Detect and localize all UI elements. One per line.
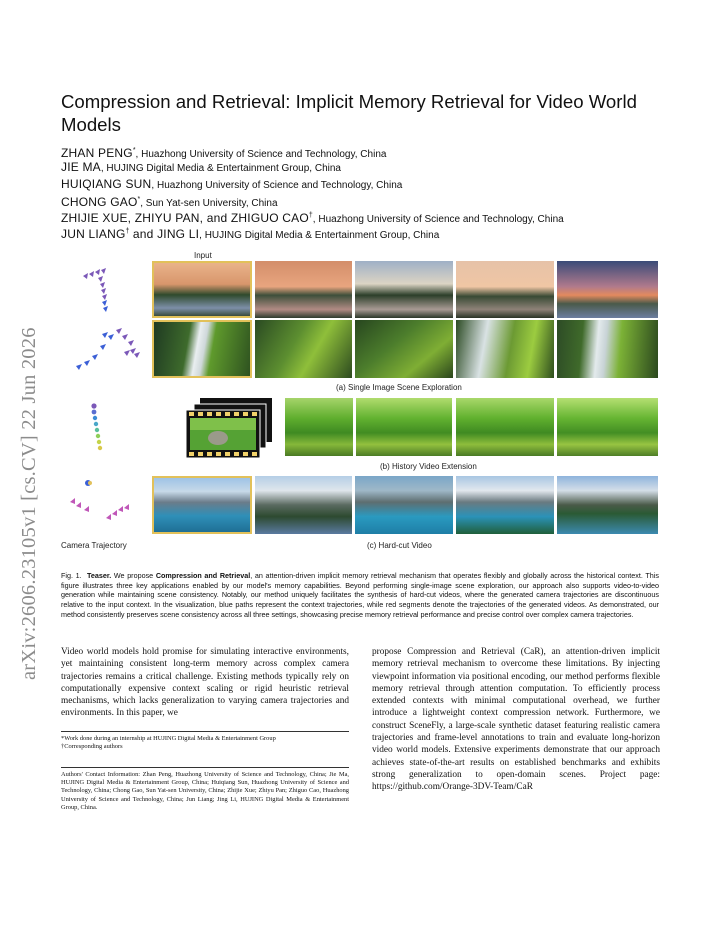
image-waterfall-4 — [456, 320, 554, 378]
image-meadow-2 — [356, 398, 452, 456]
image-meadow-1 — [285, 398, 353, 456]
author-line-3: HUIQIANG SUN, Huazhong University of Science and Technology, China — [61, 177, 403, 191]
arxiv-sidebar — [18, 260, 58, 680]
image-mountain-lake-2 — [255, 476, 352, 534]
history-video-film-stack — [180, 396, 276, 462]
image-lake-sunset-input — [152, 261, 252, 318]
camera-trajectory-label: Camera Trajectory — [61, 541, 127, 550]
subfigure-a-label: (a) Single Image Scene Exploration — [336, 383, 462, 392]
trajectory-row-1 — [78, 262, 138, 317]
image-mountain-lake-3 — [355, 476, 453, 534]
image-waterfall-3 — [355, 320, 453, 378]
image-meadow-4 — [557, 398, 658, 456]
author-line-2: JIE MA, HUJING Digital Media & Entertainment Group, China — [61, 160, 341, 174]
author-line-6: JUN LIANG† and JING LI, HUJING Digital Media & Entertainment Group, China — [61, 227, 440, 241]
subfigure-c-label: (c) Hard-cut Video — [367, 541, 432, 550]
paper-title: Compression and Retrieval: Implicit Memory Retrieval for Video World Models — [61, 91, 637, 135]
image-lake-sunset-3 — [355, 261, 453, 318]
author-line-5: ZHIJIE XUE, ZHIYU PAN, and ZHIGUO CAO†, Huazhong University of Science and Technology, China — [61, 211, 564, 225]
figure-caption: Fig. 1. Teaser. We propose Compression and Retrieval, an attention-driven implicit memory retrieval mechanism that operates flexibly and globally across the historical context. This figure illustrates three key applications enabled by our model's memory capabilities. Beyond performing single-image scene exploration, our approach also supports video-to-video generation while maintaining scene consistency. Notably, our method uniquely facilitates the synthesis of hard-cut videos, where the generated camera trajectories are discontinuous relative to the input context. In the visualization, blue paths represent the context trajectories, while red segments denote the trajectories of the generated videos. As demonstrated, our method consistently preserves scene consistency across all three settings, showcasing precise memory retrieval performance and precise control over complex camera trajectories. — [61, 571, 659, 619]
figure-input-label: Input — [194, 251, 212, 260]
image-mountain-lake-4 — [456, 476, 554, 534]
abstract-right-column: propose Compression and Retrieval (CaR), an attention-driven implicit memory retrieval mechanism to overcome these limitations. By injecting viewpoint information via positional encoding, our method performs flexible memory retrieval through attention computation. To efficiently process extended contexts with minimal computational overhead, we further introduce a lightweight context compression network. Furthermore, we construct SceneFly, a large-scale synthetic dataset featuring realistic camera trajectories and frame-level annotations to train and evaluate long-horizon video world models. Extensive experiments demonstrate that our approach achieves state-of-the-art results on established benchmarks and exhibits strong generalization to open-domain scenes. Project page: https://github.com/Orange-3DV-Team/CaR — [372, 647, 660, 793]
trajectory-row-4 — [66, 476, 138, 531]
image-mountain-lake-input — [152, 476, 252, 534]
footnotes — [61, 731, 349, 751]
image-waterfall-2 — [255, 320, 352, 378]
trajectory-row-3 — [86, 400, 110, 455]
image-lake-sunset-5 — [557, 261, 658, 318]
author-line-4: CHONG GAO*, Sun Yat-sen University, China — [61, 195, 278, 209]
abstract-left-column: Video world models hold promise for simulating interactive environments, yet maintaining consistent long-term memory across complex camera trajectories remains a critical challenge. Existing methods typically rely on computationally expensive context scaling or rigid heuristic retrieval mechanisms, which lacks generalization to varying camera trajectories and environments. In this paper, we — [61, 647, 349, 719]
trajectory-row-2 — [72, 322, 147, 377]
footnote-internship: *Work done during an internship at HUJING Digital Media & Entertainment Group — [61, 735, 276, 742]
image-meadow-3 — [456, 398, 554, 456]
image-mountain-lake-5 — [557, 476, 658, 534]
image-lake-sunset-4 — [456, 261, 554, 318]
author-contact-info: Authors' Contact Information: Zhan Peng, Huazhong University of Science and Technology, China; Jie Ma, HUJING Digital Media & Entertainment Group, China; Huiqiang Sun, Huazhong University of Science and Technology, China; Chong Gao, Sun Yat-sen University, China; Zhijie Xue; Zhiyu Pan; Zhiguo Cao, Huazhong University of Science and Technology, China; Jun Liang; Jing Li, HUJING Digital Media & Entertainment Group, China. — [61, 767, 349, 812]
author-line-1: ZHAN PENG*, Huazhong University of Science and Technology, China — [61, 146, 387, 160]
image-lake-sunset-2 — [255, 261, 352, 318]
arxiv-identifier: arXiv:2606.23105v1 [cs.CV] 22 Jun 2026 — [18, 327, 40, 680]
image-waterfall-5 — [557, 320, 658, 378]
image-waterfall-input — [152, 320, 252, 378]
footnote-corresponding: †Corresponding authors — [61, 743, 123, 751]
subfigure-b-label: (b) History Video Extension — [380, 462, 477, 471]
